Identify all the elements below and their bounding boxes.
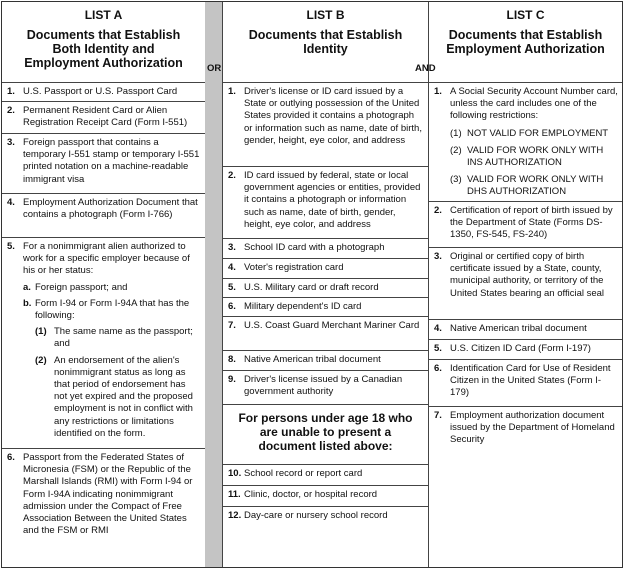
list-a-label: LIST A [84,8,123,22]
and-label: AND [415,63,436,74]
list-a-subitem: b. Form I-94 or Form I-94A that has the following: (1) The same name as the passport; and (2) An endorsement of the alien's nonimmigrant status as long as that period of endorsement has not yet expired and the proposed employment is not in conflict with any restrictions or limitations identified on the form. [23,298,201,440]
list-b-title: Documents that Establish Identity [248,28,403,56]
list-c-item: 5. U.S. Citizen ID Card (Form I-197) [429,339,622,359]
list-a-title: Documents that Establish Both Identity and Employment Authorization [24,28,183,70]
list-b-item: 12. Day-care or nursery school record [223,506,428,527]
list-b-item: 10. School record or report card [223,464,428,485]
list-c-column [429,2,622,567]
or-label: OR [207,63,222,74]
list-b-item: 3. School ID card with a photograph [223,238,428,258]
list-b-item: 8. Native American tribal document [223,350,428,370]
list-c-item: 6. Identification Card for Use of Resident Citizen in the United States (Form I-179) [429,359,622,406]
list-c-restriction: (3) VALID FOR WORK ONLY WITH DHS AUTHORIZATION [450,174,604,198]
list-b-item: 7. U.S. Coast Guard Merchant Mariner Card [223,316,428,350]
list-c-label: LIST C [506,8,545,22]
list-a-subsubitem: (1) The same name as the passport; and [35,326,193,350]
list-a-item: 6. Passport from the Federated States of Micronesia (FSM) or the Republic of the Marshall Islands (RMI) with Form I-94 or Form I-94A indicating nonimmigrant admission under the Compact of Free Association Between the United States and the FSM or RMI [2,448,205,548]
minors-heading: For persons under age 18 who are unable to present a document listed above: [223,404,428,464]
list-b-column [222,2,429,567]
list-a-subitem: a. Foreign passport; and [23,281,128,293]
list-a-header [2,2,205,82]
list-c-item: 4. Native American tribal document [429,319,622,339]
list-a-item: 4. Employment Authorization Document that contains a photograph (Form I-766) [2,193,205,237]
list-a-item: 3. Foreign passport that contains a temporary I-551 stamp or temporary I-551 printed notation on a machine-readable immigrant visa [2,133,205,193]
list-b-item: 4. Voter's registration card [223,258,428,278]
list-c-item: 1. A Social Security Account Number card, unless the card includes one of the following restrictions: (1) NOT VALID FOR EMPLOYMENT (2) VALID FOR WORK ONLY WITH INS AUTHORIZATION (3) VALID FOR WORK ONLY WITH DHS AUTHORIZATION [429,82,622,201]
list-c-restriction: (2) VALID FOR WORK ONLY WITH INS AUTHORIZATION [450,144,604,169]
list-c-item: 7. Employment authorization document issued by the Department of Homeland Security [429,406,622,452]
list-c-title: Documents that Establish Employment Authorization [446,28,605,56]
or-separator [205,2,222,567]
list-b-header [223,2,428,82]
list-c-item: 3. Original or certified copy of birth certificate issued by a State, county, municipal authority, or territory of the United States bearing an official seal [429,247,622,319]
documents-table [1,1,623,568]
list-a-subsubitem: (2) An endorsement of the alien's nonimmigrant status as long as that period of endorsement has not yet expired and the proposed employment is not in conflict with any restrictions or limitations identified on the form. [35,354,193,439]
list-c-restriction: (1) NOT VALID FOR EMPLOYMENT [450,127,609,139]
list-b-item: 6. Military dependent's ID card [223,297,428,316]
list-b-item: 11. Clinic, doctor, or hospital record [223,485,428,506]
list-c-item: 2. Certification of report of birth issued by the Department of State (Forms DS-1350, FS-545, FS-240) [429,201,622,247]
list-a-item: 2. Permanent Resident Card or Alien Registration Receipt Card (Form I-551) [2,101,205,133]
list-b-item: 9. Driver's license issued by a Canadian government authority [223,370,428,404]
list-a-item: 1. U.S. Passport or U.S. Passport Card [2,82,205,101]
list-b-label: LIST B [306,8,345,22]
list-a-column [2,2,205,567]
list-b-item: 2. ID card issued by federal, state or local government agencies or entities, provided it contains a photograph or information such as name, date of birth, gender, height, eye color, and address [223,166,428,238]
list-a-item: 5. For a nonimmigrant alien authorized to work for a specific employer because of his or her status: a. Foreign passport; and b. Form I-94 or Form I-94A that has the following: (1) The same name as the passport; and (2) An endorsement of the alien's nonimmigrant status as long as that period of endorsement has not yet expired and the proposed employment is not in conflict with any restrictions or limitations identified on the form. [2,237,205,448]
list-c-header [429,2,622,82]
list-b-item: 1. Driver's license or ID card issued by a State or outlying possession of the United States provided it contains a photograph or information such as name, date of birth, gender, height, eye color, and address [223,82,428,166]
list-b-item: 5. U.S. Military card or draft record [223,278,428,297]
